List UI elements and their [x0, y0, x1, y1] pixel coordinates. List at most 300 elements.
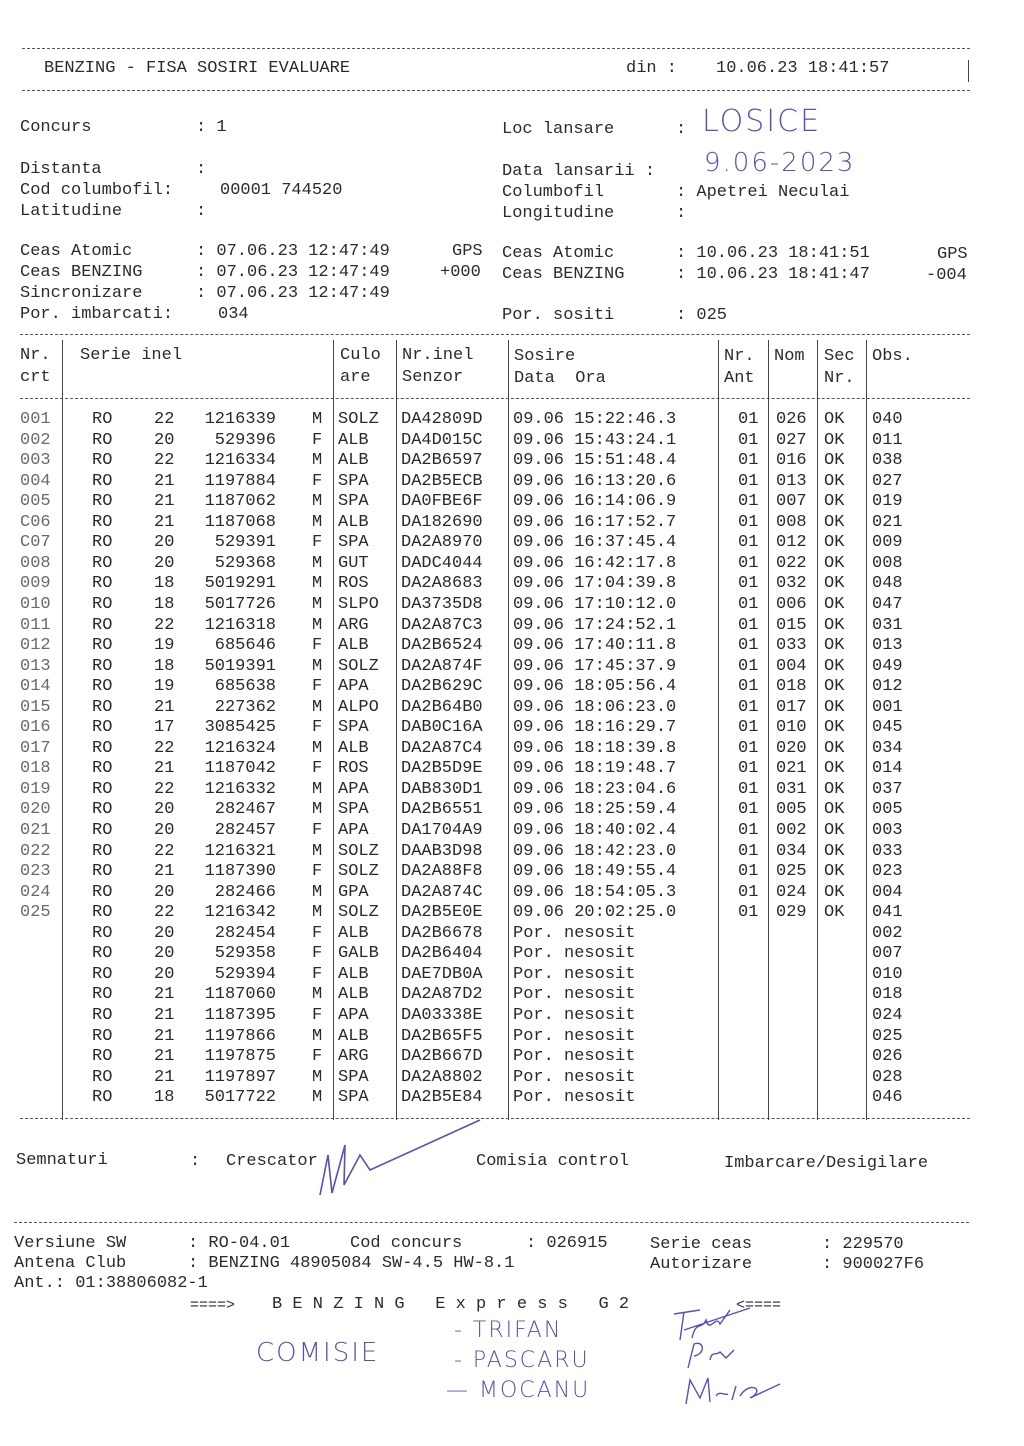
cell-sex: F: [312, 471, 323, 491]
cell-nr-crt: 016: [20, 718, 51, 738]
cell-sec: OK: [824, 636, 845, 656]
cell-an: 22: [154, 841, 175, 861]
cell-tara: RO: [92, 964, 113, 984]
cell-nr-crt: 024: [20, 882, 51, 902]
document-title: BENZING - FISA SOSIRI EVALUARE: [44, 59, 351, 78]
cell-an: 21: [154, 759, 175, 779]
end-atomic-value: : 10.06.23 18:41:51: [676, 244, 870, 263]
member-mocanu: — MOCANU: [446, 1378, 591, 1403]
cell-culoare: APA: [338, 821, 369, 840]
cell-an: 18: [154, 1088, 175, 1108]
cell-culoare: ARG: [338, 615, 369, 635]
longitudine-value: :: [676, 204, 687, 223]
cell-inel: 1187042: [204, 759, 276, 779]
cell-tara: RO: [92, 882, 113, 902]
cell-an: 22: [154, 451, 175, 471]
cell-nr-ant: 01: [738, 471, 759, 491]
cell-sosire: 09.06 20:02:25.0: [513, 903, 677, 923]
cell-culoare: ALB: [338, 636, 369, 656]
cell-tara: RO: [92, 759, 113, 779]
cell-sec: OK: [824, 492, 845, 512]
cell-sosire: 09.06 18:23:04.6: [513, 779, 677, 799]
cell-sex: M: [312, 697, 323, 717]
cell-tara: RO: [92, 594, 113, 614]
cell-inel: 685638: [214, 677, 276, 697]
cell-nr-crt: 022: [20, 841, 51, 861]
express-banner: B E N Z I N G E x p r e s s G 2: [272, 1295, 630, 1314]
cell-an: 21: [154, 492, 175, 512]
cell-sex: M: [312, 841, 323, 861]
cell-nom: 024: [776, 882, 807, 902]
th-nr-crt-2: crt: [20, 368, 51, 387]
cell-inel: 1216342: [204, 903, 276, 923]
cell-senzor: DA3735D8: [401, 594, 483, 614]
cell-senzor: DA2A87C4: [401, 738, 483, 758]
cell-nr-ant: 01: [738, 594, 759, 614]
cell-obs: 003: [872, 821, 903, 840]
loc-lansare-label: Loc lansare: [502, 120, 615, 139]
cell-sosire: 09.06 15:43:24.1: [513, 430, 677, 450]
cell-nom: 017: [776, 697, 807, 717]
cell-sex: M: [312, 1067, 323, 1087]
comisia-control-label: Comisia control: [476, 1152, 630, 1171]
cell-sec: OK: [824, 903, 845, 923]
table-row: [0, 636, 1024, 656]
end-atomic-suffix: GPS: [937, 245, 968, 264]
start-atomic-value: : 07.06.23 12:47:49: [196, 242, 390, 261]
cell-an: 20: [154, 923, 175, 943]
cell-obs: 014: [872, 759, 903, 779]
table-row: [0, 492, 1024, 512]
table-row: [0, 1088, 1024, 1108]
cell-obs: 012: [872, 677, 903, 697]
cell-an: 20: [154, 944, 175, 964]
cell-nr-ant: 01: [738, 800, 759, 820]
cell-nr-ant: 01: [738, 677, 759, 697]
member-pascaru: - PASCARU: [454, 1348, 590, 1373]
cell-nr-ant: 01: [738, 512, 759, 532]
cell-sosire: 09.06 18:49:55.4: [513, 862, 677, 882]
cell-sosire: 09.06 18:16:29.7: [513, 718, 677, 738]
footer-top-border: [14, 1222, 969, 1223]
cell-nr-ant: 01: [738, 697, 759, 717]
cell-tara: RO: [92, 1005, 113, 1025]
cell-inel: 282457: [214, 821, 276, 840]
cell-nom: 016: [776, 451, 807, 471]
start-atomic-label: Ceas Atomic: [20, 242, 133, 261]
cell-sec: OK: [824, 800, 845, 820]
cell-sec: OK: [824, 821, 845, 840]
autorizare-value: : 900027F6: [822, 1255, 925, 1274]
cell-tara: RO: [92, 553, 113, 573]
cell-obs: 033: [872, 841, 903, 861]
cell-sex: M: [312, 738, 323, 758]
cell-obs: 019: [872, 492, 903, 512]
cell-culoare: SPA: [338, 1067, 369, 1087]
cell-sex: F: [312, 430, 323, 450]
table-row: [0, 903, 1024, 923]
cell-sosire: 09.06 17:24:52.1: [513, 615, 677, 635]
cell-culoare: ALB: [338, 512, 369, 532]
th-senzor-1: Nr.inel: [402, 346, 474, 365]
cell-culoare: ALB: [338, 430, 369, 450]
table-row: [0, 944, 1024, 964]
cell-inel: 227362: [214, 697, 276, 717]
cell-inel: 685646: [214, 636, 276, 656]
cell-nom: 013: [776, 471, 807, 491]
table-row: [0, 985, 1024, 1005]
cell-sosire: 09.06 18:40:02.4: [513, 821, 677, 840]
th-nr-crt-1: Nr.: [20, 346, 51, 365]
th-nom: Nom: [774, 347, 805, 366]
cell-obs: 023: [872, 862, 903, 882]
cell-tara: RO: [92, 656, 113, 676]
cell-culoare: SOLZ: [338, 841, 379, 861]
cell-obs: 021: [872, 512, 903, 532]
cell-sex: M: [312, 779, 323, 799]
table-row: [0, 657, 1024, 677]
table-row: [0, 533, 1024, 553]
semnaturi-colon: :: [190, 1152, 201, 1171]
cell-sec: OK: [824, 451, 845, 471]
cell-sosire: 09.06 17:45:37.9: [513, 656, 677, 676]
cell-inel: 1197875: [204, 1047, 276, 1067]
cell-obs: 011: [872, 430, 903, 450]
cell-nom: 018: [776, 677, 807, 697]
table-row: [0, 883, 1024, 903]
cell-senzor: DA2B5D9E: [401, 759, 483, 779]
cell-sex: F: [312, 759, 323, 779]
cell-obs: 041: [872, 903, 903, 923]
cell-nr-ant: 01: [738, 574, 759, 594]
cell-an: 22: [154, 903, 175, 923]
table-row: [0, 800, 1024, 820]
cell-sex: M: [312, 903, 323, 923]
cell-culoare: SPA: [338, 1088, 369, 1108]
cell-an: 18: [154, 594, 175, 614]
end-benzing-suffix: -004: [926, 266, 967, 285]
cell-culoare: SOLZ: [338, 410, 379, 429]
cell-nr-crt: 012: [20, 636, 51, 656]
cell-nom: 012: [776, 533, 807, 553]
cell-obs: 024: [872, 1005, 903, 1025]
cell-nr-ant: 01: [738, 821, 759, 840]
header-top-border: [22, 48, 970, 49]
cell-senzor: DAB830D1: [401, 779, 483, 799]
cod-columbofil-value: 00001 744520: [220, 181, 343, 200]
cell-sex: M: [312, 410, 323, 429]
cell-senzor: DA2B6597: [401, 451, 483, 471]
cell-senzor: DAAB3D98: [401, 841, 483, 861]
cell-culoare: GUT: [338, 553, 369, 573]
concurs-value: : 1: [196, 118, 227, 137]
cell-culoare: SOLZ: [338, 656, 379, 676]
serie-ceas-value: : 229570: [822, 1235, 904, 1254]
cell-an: 21: [154, 471, 175, 491]
cell-tara: RO: [92, 1088, 113, 1108]
table-row: [0, 759, 1024, 779]
cell-obs: 004: [872, 882, 903, 902]
cell-senzor: DA2A87D2: [401, 985, 483, 1005]
cell-sec: OK: [824, 512, 845, 532]
cell-nr-ant: 01: [738, 903, 759, 923]
cell-sec: OK: [824, 882, 845, 902]
por-sositi-value: : 025: [676, 306, 728, 325]
cell-nom: 010: [776, 718, 807, 738]
cell-inel: 1197884: [204, 471, 276, 491]
cell-nr-crt: C07: [20, 533, 51, 553]
versiune-label: Versiune SW: [14, 1234, 127, 1253]
cod-concurs-value: : 026915: [526, 1234, 608, 1253]
cell-sec: OK: [824, 862, 845, 882]
cell-culoare: ARG: [338, 1047, 369, 1067]
cell-an: 20: [154, 821, 175, 840]
cell-tara: RO: [92, 1026, 113, 1046]
cell-nr-crt: 021: [20, 821, 51, 840]
cell-sosire: Por. nesosit: [513, 944, 636, 964]
cell-culoare: GPA: [338, 882, 369, 902]
cell-inel: 529368: [214, 553, 276, 573]
cell-obs: 008: [872, 553, 903, 573]
cell-an: 22: [154, 615, 175, 635]
cell-nr-crt: C06: [20, 512, 51, 532]
header-right-border: [968, 60, 969, 82]
cell-an: 20: [154, 553, 175, 573]
cell-tara: RO: [92, 841, 113, 861]
cell-sex: M: [312, 451, 323, 471]
table-row: [0, 965, 1024, 985]
data-lansarii-label: Data lansarii :: [502, 162, 656, 181]
cell-senzor: DA1704A9: [401, 821, 483, 840]
end-atomic-label: Ceas Atomic: [502, 244, 615, 263]
cell-nr-ant: 01: [738, 759, 759, 779]
imbarcare-desigilare-label: Imbarcare/Desigilare: [724, 1154, 929, 1173]
cell-sex: M: [312, 594, 323, 614]
cell-senzor: DA0FBE6F: [401, 492, 483, 512]
cell-sec: OK: [824, 553, 845, 573]
cell-inel: 529391: [214, 533, 276, 553]
th-obs: Obs.: [872, 347, 913, 366]
cell-nom: 021: [776, 759, 807, 779]
cell-tara: RO: [92, 492, 113, 512]
cell-an: 18: [154, 656, 175, 676]
latitudine-label: Latitudine: [20, 202, 123, 221]
cell-sosire: 09.06 16:42:17.8: [513, 553, 677, 573]
cell-an: 20: [154, 533, 175, 553]
cell-obs: 013: [872, 636, 903, 656]
cell-obs: 010: [872, 964, 903, 984]
cell-senzor: DA2B65F5: [401, 1026, 483, 1046]
th-culoare-2: are: [340, 368, 371, 387]
cell-tara: RO: [92, 410, 113, 429]
cell-tara: RO: [92, 862, 113, 882]
cell-tara: RO: [92, 944, 113, 964]
cell-sex: F: [312, 533, 323, 553]
ant-line: Ant.: 01:38806082-1: [14, 1274, 208, 1293]
cell-sec: OK: [824, 533, 845, 553]
cod-columbofil-label: Cod columbofil:: [20, 181, 174, 200]
cell-nr-ant: 01: [738, 862, 759, 882]
cell-nr-crt: 008: [20, 553, 51, 573]
columbofil-label: Columbofil: [502, 183, 605, 202]
cell-nr-crt: 009: [20, 574, 51, 594]
cell-nom: 005: [776, 800, 807, 820]
cell-senzor: DA2B667D: [401, 1047, 483, 1067]
cell-sosire: 09.06 15:51:48.4: [513, 451, 677, 471]
cell-culoare: APA: [338, 677, 369, 697]
cell-inel: 5017722: [204, 1088, 276, 1108]
cell-obs: 026: [872, 1047, 903, 1067]
cell-obs: 028: [872, 1067, 903, 1087]
cell-senzor: DA2B6404: [401, 944, 483, 964]
cell-inel: 282467: [214, 800, 276, 820]
cell-sosire: Por. nesosit: [513, 1067, 636, 1087]
table-row: [0, 718, 1024, 738]
start-atomic-suffix: GPS: [452, 242, 483, 261]
table-row: [0, 574, 1024, 594]
cell-tara: RO: [92, 451, 113, 471]
cell-culoare: SOLZ: [338, 903, 379, 923]
cell-sex: F: [312, 1047, 323, 1067]
cell-an: 21: [154, 697, 175, 717]
cell-sosire: 09.06 16:14:06.9: [513, 492, 677, 512]
cell-culoare: SPA: [338, 533, 369, 553]
cell-sex: F: [312, 1005, 323, 1025]
cell-sex: M: [312, 574, 323, 594]
table-row: [0, 780, 1024, 800]
cell-an: 21: [154, 862, 175, 882]
cell-nr-ant: 01: [738, 410, 759, 429]
cell-inel: 529396: [214, 430, 276, 450]
cell-senzor: DA2B64B0: [401, 697, 483, 717]
cell-senzor: DA2B5ECB: [401, 471, 483, 491]
cell-culoare: SPA: [338, 718, 369, 738]
cell-sec: OK: [824, 430, 845, 450]
cell-nr-crt: 011: [20, 615, 51, 635]
cell-nr-ant: 01: [738, 738, 759, 758]
cell-an: 22: [154, 738, 175, 758]
cell-an: 22: [154, 410, 175, 429]
cell-tara: RO: [92, 1067, 113, 1087]
table-row: [0, 739, 1024, 759]
cell-sosire: 09.06 16:37:45.4: [513, 533, 677, 553]
cell-nr-ant: 01: [738, 533, 759, 553]
loc-lansare-colon: :: [676, 120, 687, 139]
cell-nom: 034: [776, 841, 807, 861]
table-row: [0, 554, 1024, 574]
longitudine-label: Longitudine: [502, 204, 615, 223]
cod-concurs-label: Cod concurs: [350, 1234, 463, 1253]
cell-inel: 529358: [214, 944, 276, 964]
antena-label: Antena Club: [14, 1254, 127, 1273]
din-label: din :: [626, 59, 678, 78]
cell-inel: 5017726: [204, 594, 276, 614]
th-sosire-1: Sosire: [514, 347, 576, 366]
versiune-value: : RO-04.01: [188, 1234, 291, 1253]
cell-senzor: DA2B5E0E: [401, 903, 483, 923]
header-bottom-border: [22, 90, 970, 91]
cell-tara: RO: [92, 903, 113, 923]
cell-senzor: DA2B6551: [401, 800, 483, 820]
cell-sosire: 09.06 18:05:56.4: [513, 677, 677, 697]
cell-sec: OK: [824, 677, 845, 697]
express-left-arrow: ====>: [190, 1297, 236, 1314]
end-benzing-label: Ceas BENZING: [502, 265, 625, 284]
cell-nom: 025: [776, 862, 807, 882]
cell-sosire: Por. nesosit: [513, 1026, 636, 1046]
th-nr-ant-2: Ant: [724, 369, 755, 388]
cell-nr-ant: 01: [738, 451, 759, 471]
cell-senzor: DA42809D: [401, 410, 483, 429]
cell-obs: 025: [872, 1026, 903, 1046]
crescator-label: Crescator: [226, 1152, 318, 1171]
comisie-handwritten: COMISIE: [256, 1338, 380, 1368]
cell-sosire: 09.06 16:17:52.7: [513, 512, 677, 532]
cell-nr-crt: 013: [20, 656, 51, 676]
cell-tara: RO: [92, 697, 113, 717]
cell-senzor: DA2A8802: [401, 1067, 483, 1087]
cell-senzor: DA2B5E84: [401, 1088, 483, 1108]
cell-tara: RO: [92, 471, 113, 491]
cell-nr-crt: 025: [20, 903, 51, 923]
cell-nr-crt: 020: [20, 800, 51, 820]
cell-nr-crt: 010: [20, 594, 51, 614]
cell-an: 18: [154, 574, 175, 594]
cell-culoare: ROS: [338, 759, 369, 779]
cell-sex: F: [312, 944, 323, 964]
cell-tara: RO: [92, 718, 113, 738]
cell-culoare: ALB: [338, 923, 369, 943]
cell-nr-crt: 003: [20, 451, 51, 471]
table-header-bottom-border: [20, 398, 970, 399]
cell-inel: 1187390: [204, 862, 276, 882]
cell-culoare: APA: [338, 1005, 369, 1025]
cell-culoare: SPA: [338, 471, 369, 491]
cell-an: 21: [154, 1067, 175, 1087]
cell-sex: M: [312, 512, 323, 532]
table-row: [0, 862, 1024, 882]
start-benzing-suffix: +000: [440, 263, 481, 282]
cell-sosire: 09.06 18:19:48.7: [513, 759, 677, 779]
cell-inel: 1187062: [204, 492, 276, 512]
table-row: [0, 821, 1024, 841]
cell-tara: RO: [92, 615, 113, 635]
cell-obs: 048: [872, 574, 903, 594]
cell-culoare: ALB: [338, 985, 369, 1005]
cell-sec: OK: [824, 410, 845, 429]
cell-inel: 1216334: [204, 451, 276, 471]
table-row: [0, 431, 1024, 451]
cell-sex: M: [312, 985, 323, 1005]
th-senzor-2: Senzor: [402, 368, 464, 387]
cell-obs: 009: [872, 533, 903, 553]
cell-an: 17: [154, 718, 175, 738]
cell-inel: 1197897: [204, 1067, 276, 1087]
cell-sex: M: [312, 1088, 323, 1108]
cell-sex: F: [312, 677, 323, 697]
cell-an: 20: [154, 882, 175, 902]
cell-sex: F: [312, 821, 323, 840]
table-row: [0, 842, 1024, 862]
cell-nom: 002: [776, 821, 807, 840]
table-top-border: [20, 334, 970, 335]
cell-obs: 037: [872, 779, 903, 799]
cell-an: 20: [154, 964, 175, 984]
serie-ceas-label: Serie ceas: [650, 1235, 753, 1254]
cell-sec: OK: [824, 656, 845, 676]
cell-sosire: 09.06 17:10:12.0: [513, 594, 677, 614]
th-sec-2: Nr.: [824, 369, 855, 388]
